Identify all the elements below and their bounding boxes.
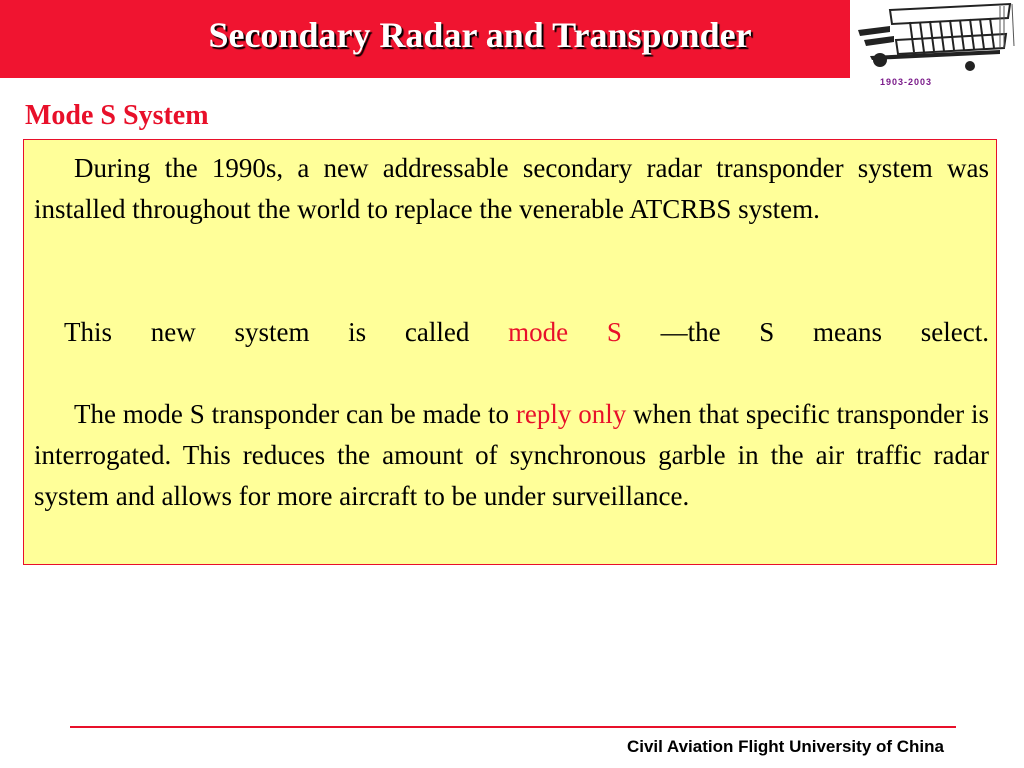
paragraph-2: [34, 312, 989, 353]
slide-title: Secondary Radar and Transponder: [208, 15, 752, 55]
paragraph-1: During the 1990s, a new addressable secondary radar transponder system was installed throughout the world to replace the venerable ATCRBS system.: [34, 153, 989, 224]
paragraph-3: [34, 394, 989, 517]
logo-box: [850, 0, 1024, 78]
section-title: Mode S System: [25, 100, 209, 131]
biplane-logo-icon: [850, 0, 1024, 78]
logo-caption: 1903-2003: [880, 78, 933, 87]
reply-only-highlight: reply only: [515, 399, 627, 429]
content-box: [23, 139, 997, 565]
paragraph-3-text-before: The mode S transponder can be made to: [74, 399, 516, 429]
mode-s-highlight: mode S: [508, 317, 622, 347]
paragraph-2-text-before: This new system is called: [64, 317, 509, 347]
paragraph-2-text-after: —the S means select.: [621, 317, 989, 347]
footer-divider: [70, 726, 956, 728]
paragraph-3-text-after: when that specific transponder is interrogated. This reduces the amount of synchronous garble in the air traffic radar system and allows for more aircraft to be under surveillance.: [34, 399, 990, 511]
footer-text: Civil Aviation Flight University of China: [626, 737, 944, 756]
